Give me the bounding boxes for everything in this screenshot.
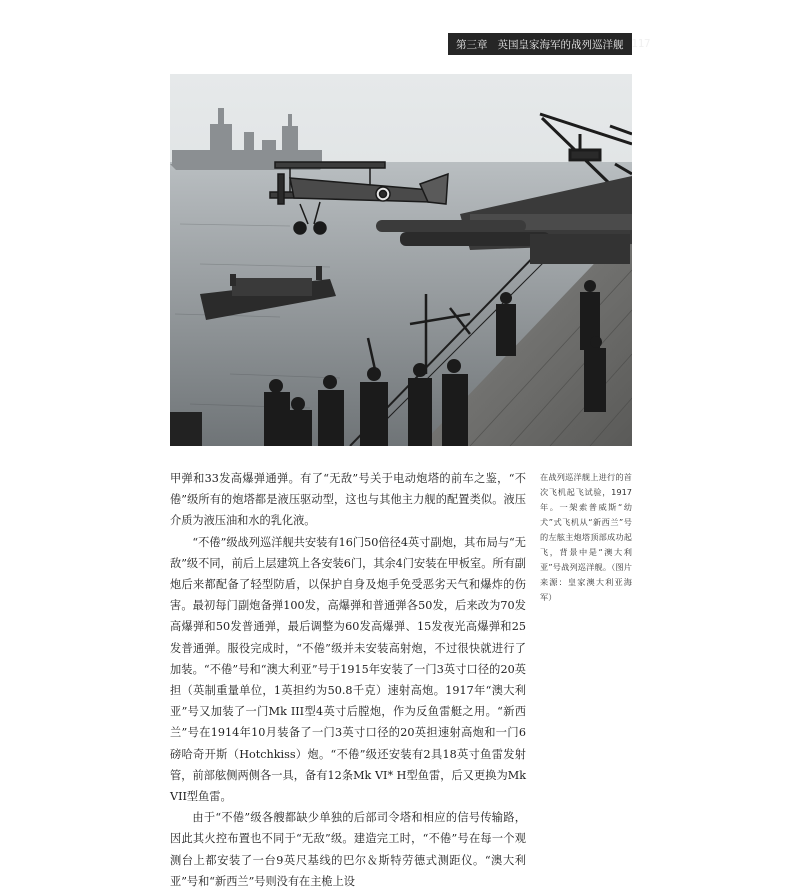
photo-caption: 在战列巡洋舰上进行的首次飞机起飞试验，1917年。一架索普威斯“幼犬”式飞机从“新西兰”号的左舷主炮塔顶部成功起飞，背景中是“澳大利亚”号战列巡洋舰。（图片来源：皇家澳大利亚海军） [540, 472, 632, 602]
body-text [170, 468, 526, 892]
body-paragraph: “不倦”级战列巡洋舰共安装有16门50倍径4英寸副炮，其布局与“无敌”级不同，前后上层建筑上各安装6门，其余4门安装在甲板室。所有副炮后来都配备了轻型防盾，以保护自身及炮手免受恶劣天气和爆炸的伤害。最初每门副炮备弹100发，高爆弹和普通弹各50发，后来改为70发高爆弹和50发普通弹，最后调整为60发高爆弹、15发夜光高爆弹和25发普通弹。服役完成时，“不倦”级并未安装高射炮，不过很快就进行了加装。“不倦”号和“澳大利亚”号于1915年安装了一门3英寸口径的20英担（英制重量单位，1英担约为50.8千克）速射高炮。1917年“澳大利亚”号又加装了一门Mk III型4英寸后膛炮，作为反鱼雷艇之用。“新西兰”号在1914年10月装备了一门3英寸口径的20英担速射高炮和一门6磅哈奇开斯（Hotchkiss）炮。“不倦”级还安装有2具18英寸鱼雷发射管，前部舷侧两侧各一具，备有12条Mk VI* H型鱼雷，后又更换为Mk VII型鱼雷。 [170, 535, 526, 804]
running-header [448, 33, 651, 55]
body-paragraph: 甲弹和33发高爆弹通弹。有了“无敌”号关于电动炮塔的前车之鉴，“不倦”级所有的炮塔都是液压驱动型，这也与其他主力舰的配置类似。液压介质为液压油和水的乳化液。 [170, 472, 526, 528]
page-number: 117 [631, 38, 651, 50]
header-chapter: 第三章 [456, 38, 488, 51]
header-title: 英国皇家海军的战列巡洋舰 [497, 38, 624, 51]
body-paragraph: 由于“不倦”级各艘都缺少单独的后部司令塔和相应的信号传输路，因此其火控布置也不同于“无敌”级。建造完工时，“不倦”号在每一个观测台上都安装了一台9英尺基线的巴尔＆斯特劳德式测距仪。“澳大利亚”号和“新西兰”号则没有在主桅上设 [170, 811, 526, 888]
historical-photo [170, 74, 632, 446]
